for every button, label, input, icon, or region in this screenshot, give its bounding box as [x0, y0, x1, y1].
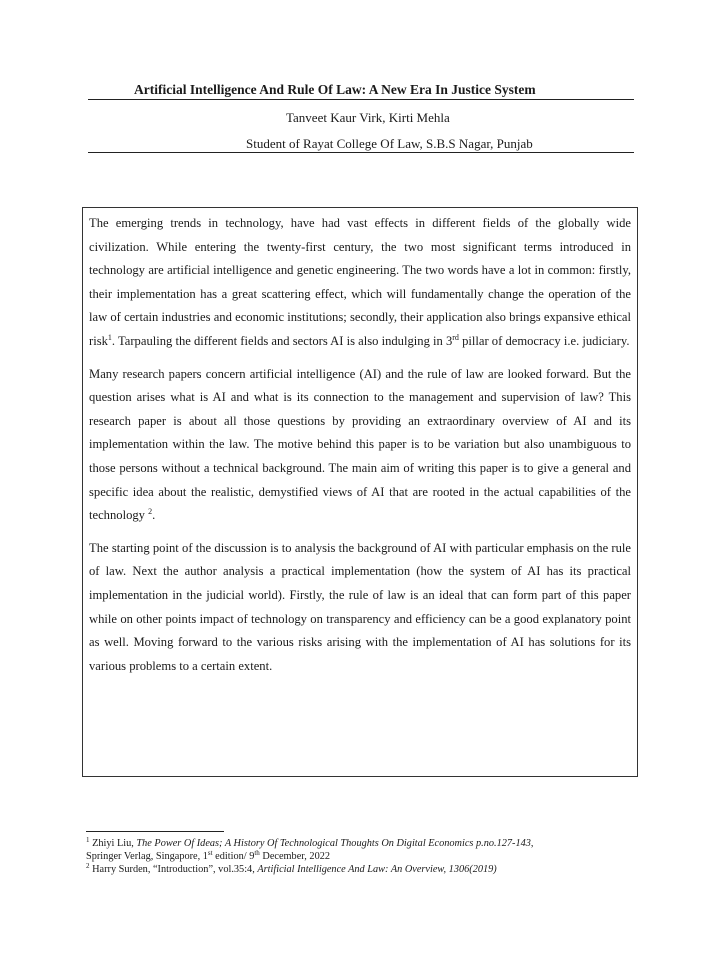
footnote-1: $^1$ Zhiyi Liu, The Power Of Ideas; A History Of Technological Thoughts On Digital Economics p.no.127-143,	[86, 836, 534, 849]
affiliation-underline	[88, 152, 634, 153]
paper-title: Artificial Intelligence And Rule Of Law: A New Era In Justice System	[134, 82, 536, 97]
ordinal-suffix: rd	[452, 332, 459, 342]
footnote-2: $^2$ Harry Surden, “Introduction”, vol.35:4, Artificial Intelligence And Law: An Overview, 1306(2019)	[86, 862, 497, 875]
abstract-paragraph-3: The starting point of the discussion is to analysis the background of AI with particular emphasis on the rule of law. Next the author analysis a practical implementation (how the system of AI has its practical implementation in the judicial world). Firstly, the rule of law is an ideal that can form part of this paper while on other points impact of technology on transparency and efficiency can be a good explanatory point as well. Moving forward to the various risks arising with the implementation of AI has solutions for its various problems to a certain extent.	[89, 540, 631, 673]
footnotes	[86, 837, 646, 876]
footnote-separator	[86, 831, 224, 832]
authors: Tanveet Kaur Virk, Kirti Mehla	[286, 110, 450, 125]
footnote-1-line-2: Springer Verlag, Singapore, 1st edition/ 9th December, 2022	[86, 849, 331, 862]
affiliation: Student of Rayat College Of Law, S.B.S Nagar, Punjab	[246, 136, 533, 151]
abstract-paragraph-1: The emerging trends in technology, have had vast effects in different fields of the globally wide civilization. While entering the twenty-first century, the two most significant terms introduced in technology are artificial intelligence and genetic engineering. The two words have a lot in common: firstly, their implementation has a great scattering effect, which will fundamentally change the operation of the law of certain industries and economic institutions; secondly, their application also brings expansive ethical risk$^1$. Tarpauling the different fields and sectors AI is also indulging in 3rd pillar of democracy i.e. judiciary.	[89, 216, 631, 348]
abstract-box	[82, 207, 638, 777]
footnote-ref-2: 2	[148, 507, 153, 517]
footnote-ref-1: 1	[107, 332, 112, 342]
title-underline	[88, 99, 634, 100]
abstract-paragraph-2: Many research papers concern artificial intelligence (AI) and the rule of law are looked forward. But the question arises what is AI and what is its connection to the management and supervision of law? This research paper is about all those questions by providing an extraordinary overview of AI and its implementation within the law. The motive behind this paper is to be variation but also unambiguous to those persons without a technical background. The main aim of writing this paper is to give a general and specific idea about the realistic, demystified views of AI that are rooted in the actual capabilities of the technology $^2$.	[89, 366, 631, 523]
